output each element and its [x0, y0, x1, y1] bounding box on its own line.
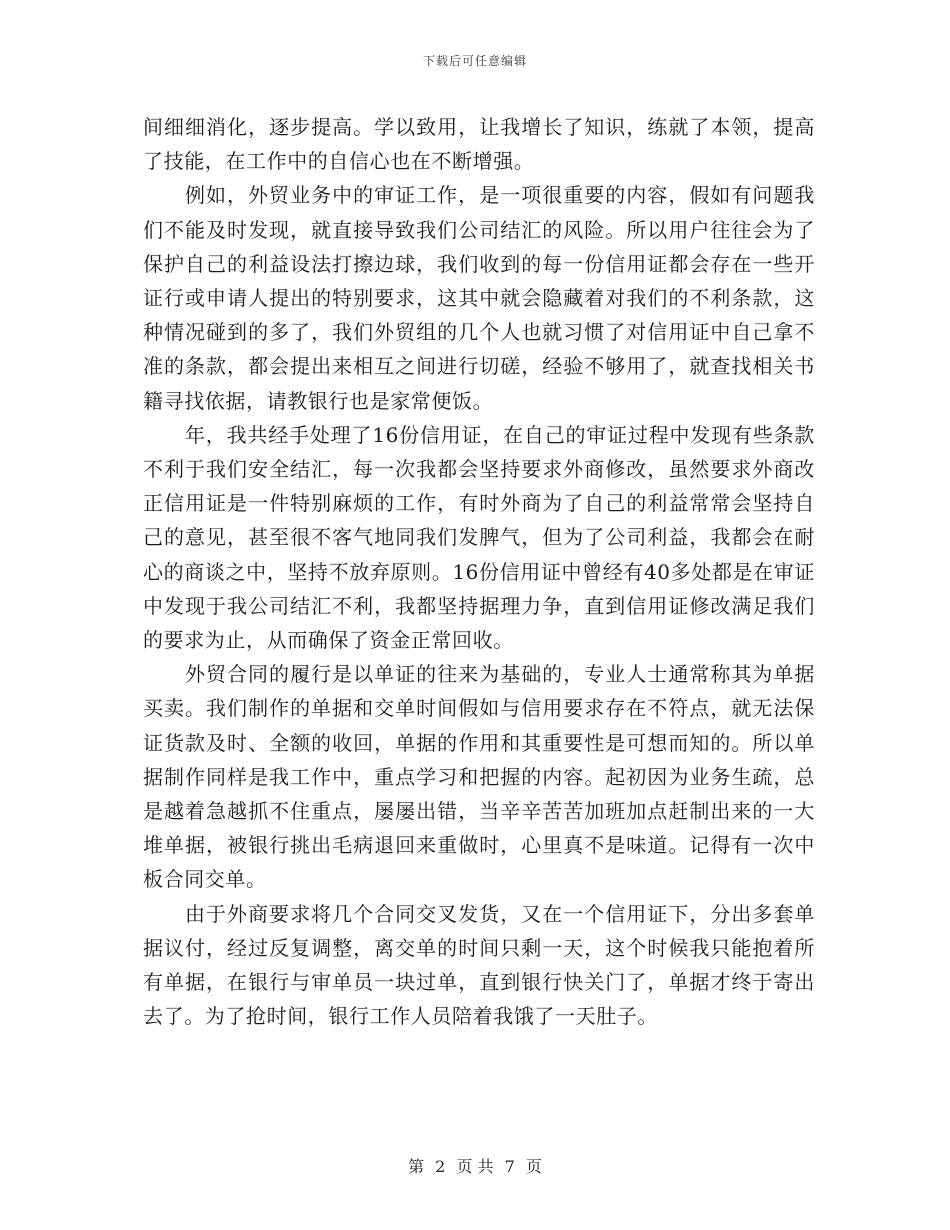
paragraph-documents: 外贸合同的履行是以单证的往来为基础的，专业人士通常称其为单据买卖。我们制作的单据和交单时间假如与信用要求存在不符点，就无法保证货款及时、全额的收回，单据的作用和其重要性是可想而知的。所以单据制作同样是我工作中，重点学习和把握的内容。起初因为业务生疏，总是越着急越抓不住重点，屡屡出错，当辛辛苦苦加班加点赶制出来的一大堆单据，被银行挑出毛病退回来重做时，心里真不是味道。记得有一次中板合同交单。	[143, 662, 815, 892]
paragraph-lc-count: 年，我共经手处理了16份信用证，在自己的审证过程中发现有些条款不利于我们安全结汇，每一次我都会坚持要求外商修改，虽然要求外商改正信用证是一件特别麻烦的工作，有时外商为了自己的利益常常会坚持自己的意见，甚至很不客气地同我们发脾气，但为了公司利益，我都会在耐心的商谈之中，坚持不放弃原则。16份信用证中曾经有40多处都是在审证中发现于我公司结汇不利，我都坚持据理力争，直到信用证修改满足我们的要求为止，从而确保了资金正常回收。	[143, 422, 815, 653]
footer-current-page: 2	[435, 1157, 446, 1176]
header-note: 下载后可任意编辑	[422, 54, 527, 68]
page-footer	[0, 1154, 950, 1177]
paragraph-continuation: 间细细消化，逐步提高。学以致用，让我增长了知识，练就了本领，提高了技能，在工作中的自信心也在不断增强。	[143, 115, 815, 174]
footer-prefix: 第	[408, 1157, 425, 1176]
paragraph-lc-review: 例如，外贸业务中的审证工作，是一项很重要的内容，假如有问题我们不能及时发现，就直接导致我们公司结汇的风险。所以用户往往会为了保护自己的利益设法打擦边球，我们收到的每一份信用证都会存在一些开证行或申请人提出的特别要求，这其中就会隐藏着对我们的不利条款，这种情况碰到的多了，我们外贸组的几个人也就习惯了对信用证中自己拿不准的条款，都会提出来相互之间进行切磋，经验不够用了，就查找相关书籍寻找依据，请教银行也是家常便饭。	[143, 183, 815, 413]
paragraph-cross-shipment: 由于外商要求将几个合同交叉发货，又在一个信用证下，分出多套单据议付，经过反复调整，离交单的时间只剩一天，这个时候我只能抱着所有单据，在银行与审单员一块过单，直到银行快关门了，单据才终于寄出去了。为了抢时间，银行工作人员陪着我饿了一天肚子。	[143, 901, 815, 1029]
footer-suffix: 页	[525, 1157, 542, 1176]
document-body	[143, 110, 815, 1033]
footer-total-pages: 7	[504, 1157, 515, 1176]
footer-middle: 页 共	[456, 1157, 494, 1176]
